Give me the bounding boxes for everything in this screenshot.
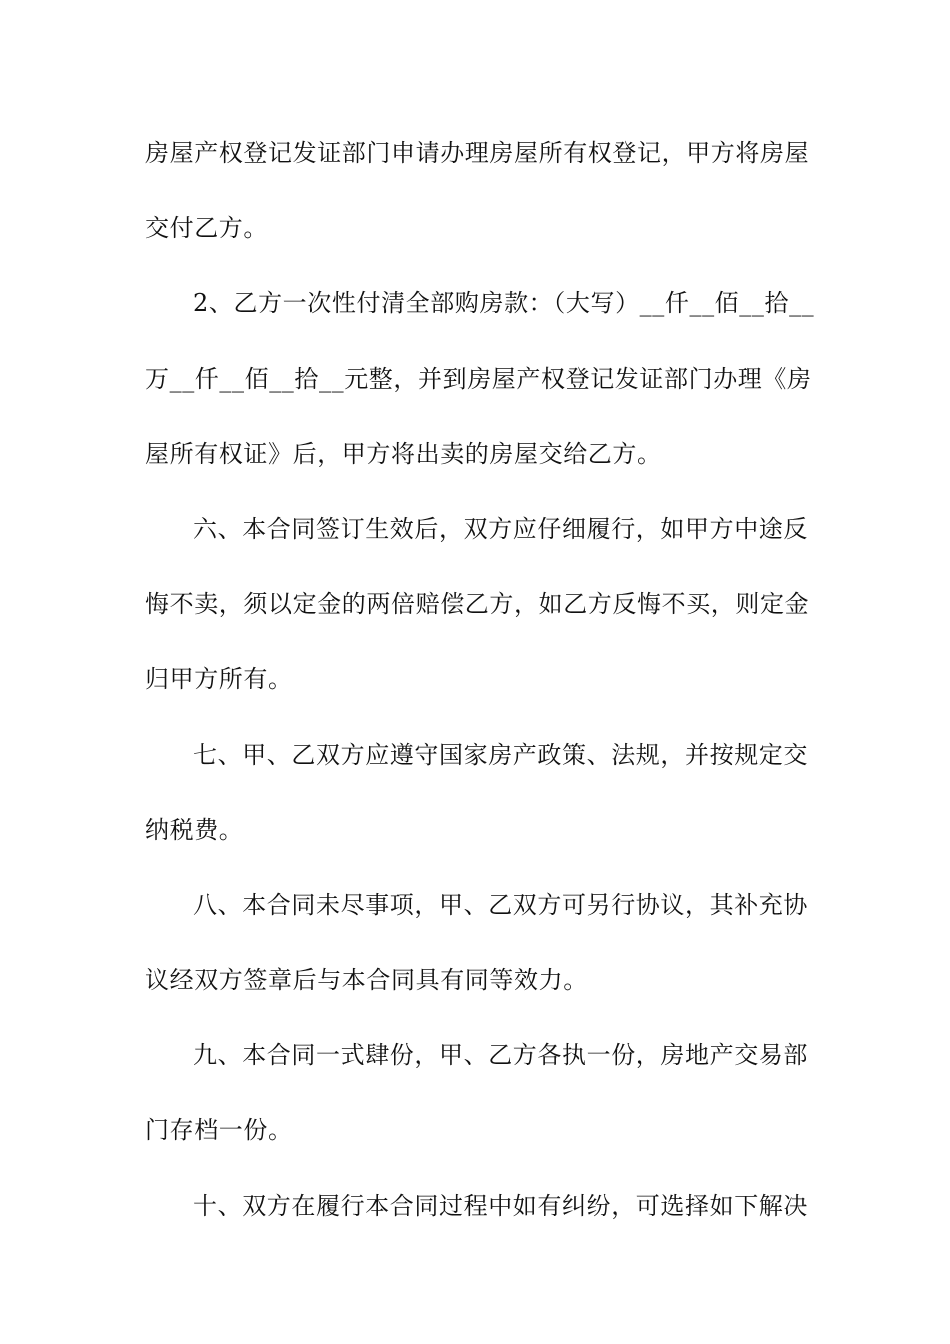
text-line-1: 房屋产权登记发证部门申请办理房屋所有权登记，甲方将房屋 xyxy=(145,139,810,167)
text-line-15: 十、双方在履行本合同过程中如有纠纷，可选择如下解决 xyxy=(193,1191,808,1220)
contract-body-text xyxy=(145,130,815,1258)
text-line-4: 万__仟__佰__拾__元整，并到房屋产权登记发证部门办理《房 xyxy=(145,364,812,393)
text-line-8: 归甲方所有。 xyxy=(145,665,293,694)
text-line-14: 门存档一份。 xyxy=(145,1116,293,1145)
text-line-6: 六、本合同签订生效后，双方应仔细履行，如甲方中途反 xyxy=(193,514,808,543)
text-line-13: 九、本合同一式肆份，甲、乙方各执一份，房地产交易部 xyxy=(193,1041,808,1070)
text-line-3: 2、乙方一次性付清全部购房款：（大写）__仟__佰__拾__ xyxy=(193,289,815,318)
text-line-9: 七、甲、乙双方应遵守国家房产政策、法规，并按规定交 xyxy=(193,740,808,769)
text-line-10: 纳税费。 xyxy=(145,815,244,844)
text-line-11: 八、本合同未尽事项，甲、乙双方可另行协议，其补充协 xyxy=(193,890,808,919)
text-line-5: 屋所有权证》后，甲方将出卖的房屋交给乙方。 xyxy=(145,439,662,468)
text-line-12: 议经双方签章后与本合同具有同等效力。 xyxy=(145,966,588,995)
text-line-7: 悔不卖，须以定金的两倍赔偿乙方，如乙方反悔不买，则定金 xyxy=(145,590,810,619)
text-line-2: 交付乙方。 xyxy=(145,214,268,243)
